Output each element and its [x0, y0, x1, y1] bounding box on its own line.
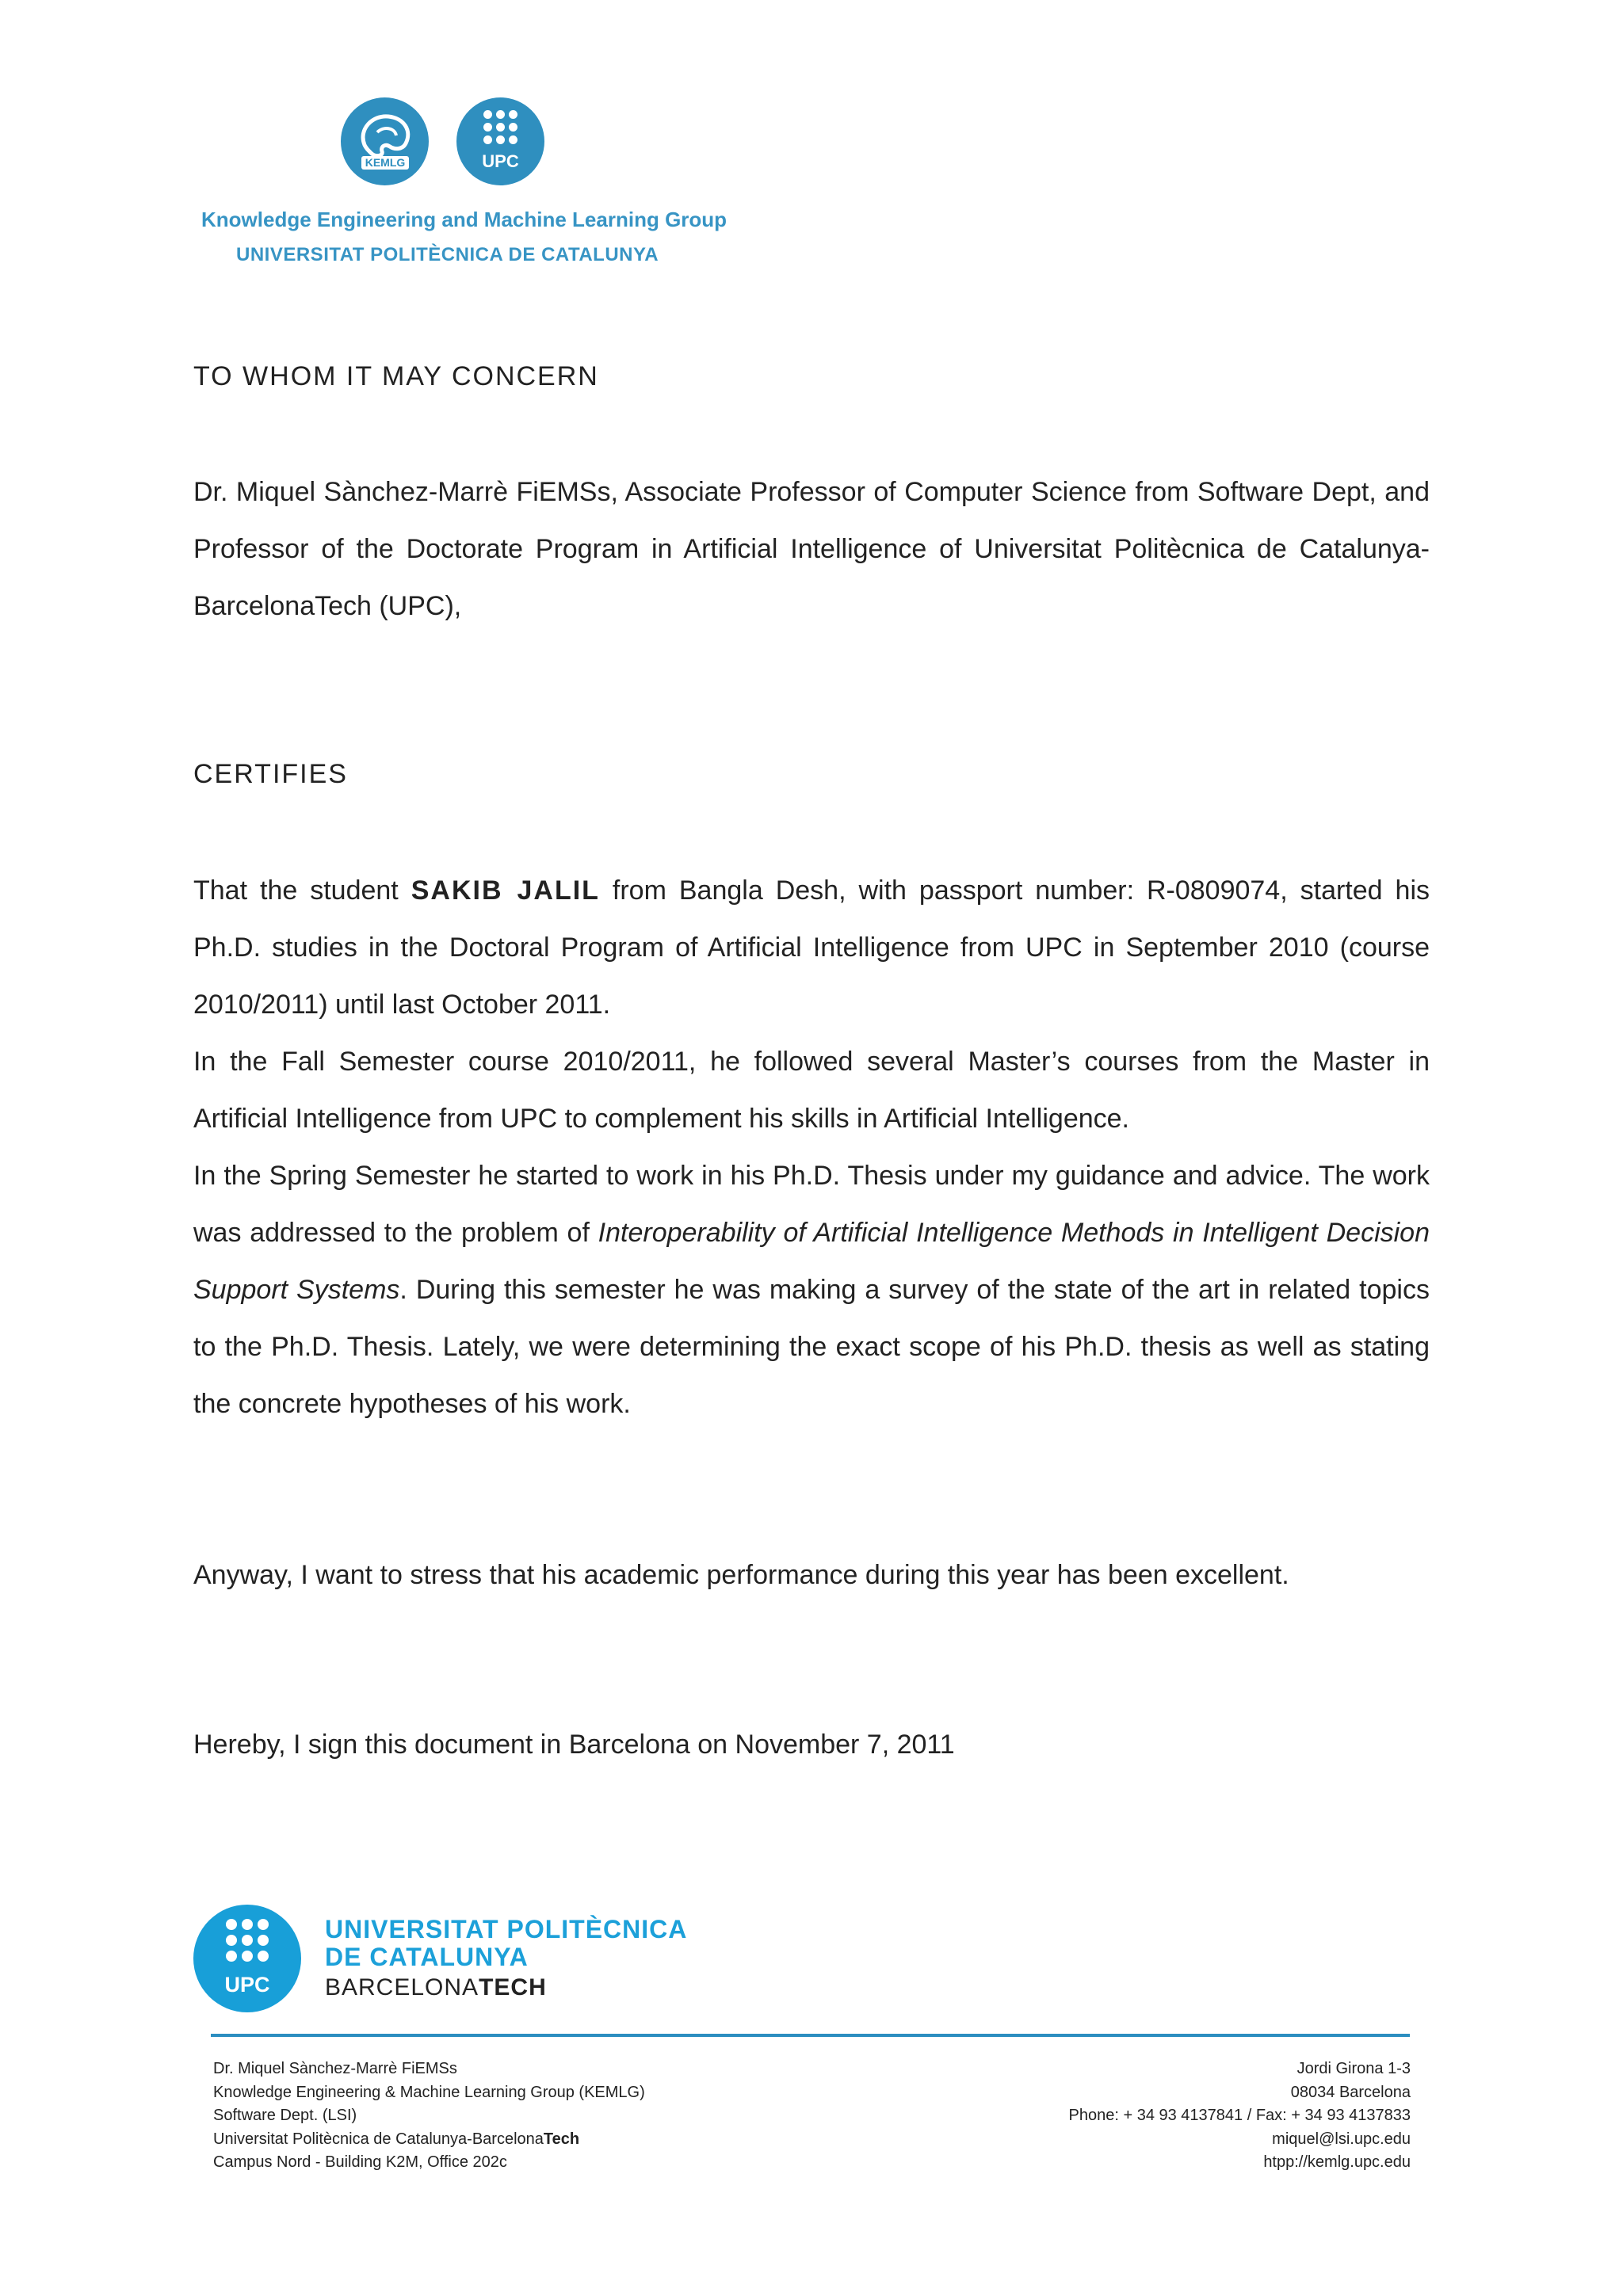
student-paragraph-start: That the student: [193, 875, 411, 906]
student-name: SAKIB JALIL: [411, 875, 600, 906]
intro-paragraph: Dr. Miquel Sànchez-Marrè FiEMSs, Associate Professor of Computer Science from Software Dept, and Professor of the Doctorate Program in Artificial Intelligence of Universitat Politècnica de Catalunya-BarcelonaTech (UPC),: [193, 477, 1430, 621]
kemlg-logo-text: KEMLG: [361, 156, 409, 170]
footer-university-line1: UNIVERSITAT POLITÈCNICA: [325, 1915, 688, 1943]
upc-dots-icon: [483, 110, 517, 143]
footer-city: 08034 Barcelona: [1290, 2083, 1411, 2101]
footer-tech: TECH: [479, 1974, 547, 2000]
footer-phone-fax: Phone: + 34 93 4137841 / Fax: + 34 93 4137833: [1068, 2107, 1411, 2124]
footer-group: Knowledge Engineering & Machine Learning Group (KEMLG): [213, 2083, 645, 2101]
spring-paragraph-end: . During this semester he was making a survey of the state of the art in related topics to the Ph.D. Thesis. Lately, we were determining the exact scope of his Ph.D. thesis as well as stating the concrete hypotheses of his work.: [193, 1275, 1430, 1419]
upc-footer-logo-text: UPC: [224, 1973, 270, 1997]
footer-street: Jordi Girona 1-3: [1296, 2060, 1411, 2077]
footer-university-tech: Tech: [543, 2130, 580, 2148]
upc-footer-logo: [193, 1905, 301, 2012]
upc-logo-text: UPC: [482, 151, 519, 171]
closing-paragraph: Hereby, I sign this document in Barcelona on November 7, 2011: [193, 1730, 955, 1760]
group-name: Knowledge Engineering and Machine Learning Group: [201, 208, 727, 231]
footer-university-line2: DE CATALUNYA: [325, 1943, 529, 1971]
certifies-heading: CERTIFIES: [193, 759, 348, 789]
footer-contact-right: [1069, 2058, 1411, 2175]
university-name: UNIVERSITAT POLITÈCNICA DE CATALUNYA: [236, 244, 659, 265]
footer-university-name: Universitat Politècnica de Catalunya-Barcelona: [213, 2130, 544, 2148]
footer-email-link[interactable]: miquel@lsi.upc.edu: [1272, 2130, 1411, 2148]
footer-barcelona: BARCELONA: [325, 1974, 479, 2000]
footer-university: [213, 2128, 645, 2152]
student-paragraph-end: from Bangla Desh, with passport number: R-0809074, started his Ph.D. studies in the Doctoral Program of Artificial Intelligence from UPC in September 2010 (course 2010/2011) until last October 2011.: [193, 875, 1430, 1020]
spring-semester-paragraph: [193, 1147, 1430, 1432]
upc-logo: [456, 97, 544, 185]
footer-divider: [211, 2034, 1410, 2037]
footer-professor-name: Dr. Miquel Sànchez-Marrè FiEMSs: [213, 2060, 457, 2077]
thesis-title: Interoperability of Artificial Intelligence Methods in Intelligent Decision Support Systems: [193, 1218, 1430, 1305]
student-paragraph: [193, 862, 1430, 1033]
footer-department: Software Dept. (LSI): [213, 2107, 357, 2124]
upc-footer-dots-icon: [226, 1919, 269, 1962]
footer-university-line3: [325, 1974, 547, 2001]
performance-paragraph: Anyway, I want to stress that his academic performance during this year has been excellent.: [193, 1560, 1289, 1590]
kemlg-logo: [341, 97, 429, 185]
spring-paragraph-start: In the Spring Semester he started to work in his Ph.D. Thesis under my guidance and advice. The work was addressed to the problem of: [193, 1161, 1430, 1248]
footer-website-link[interactable]: htpp://kemlg.upc.edu: [1263, 2153, 1411, 2171]
footer-contact-left: [213, 2058, 645, 2175]
salutation: TO WHOM IT MAY CONCERN: [193, 361, 599, 391]
fall-semester-paragraph: In the Fall Semester course 2010/2011, he followed several Master’s courses from the Master in Artificial Intelligence from UPC to complement his skills in Artificial Intelligence.: [193, 1047, 1430, 1134]
brain-icon: [341, 97, 429, 185]
footer-office: Campus Nord - Building K2M, Office 202c: [213, 2153, 507, 2171]
